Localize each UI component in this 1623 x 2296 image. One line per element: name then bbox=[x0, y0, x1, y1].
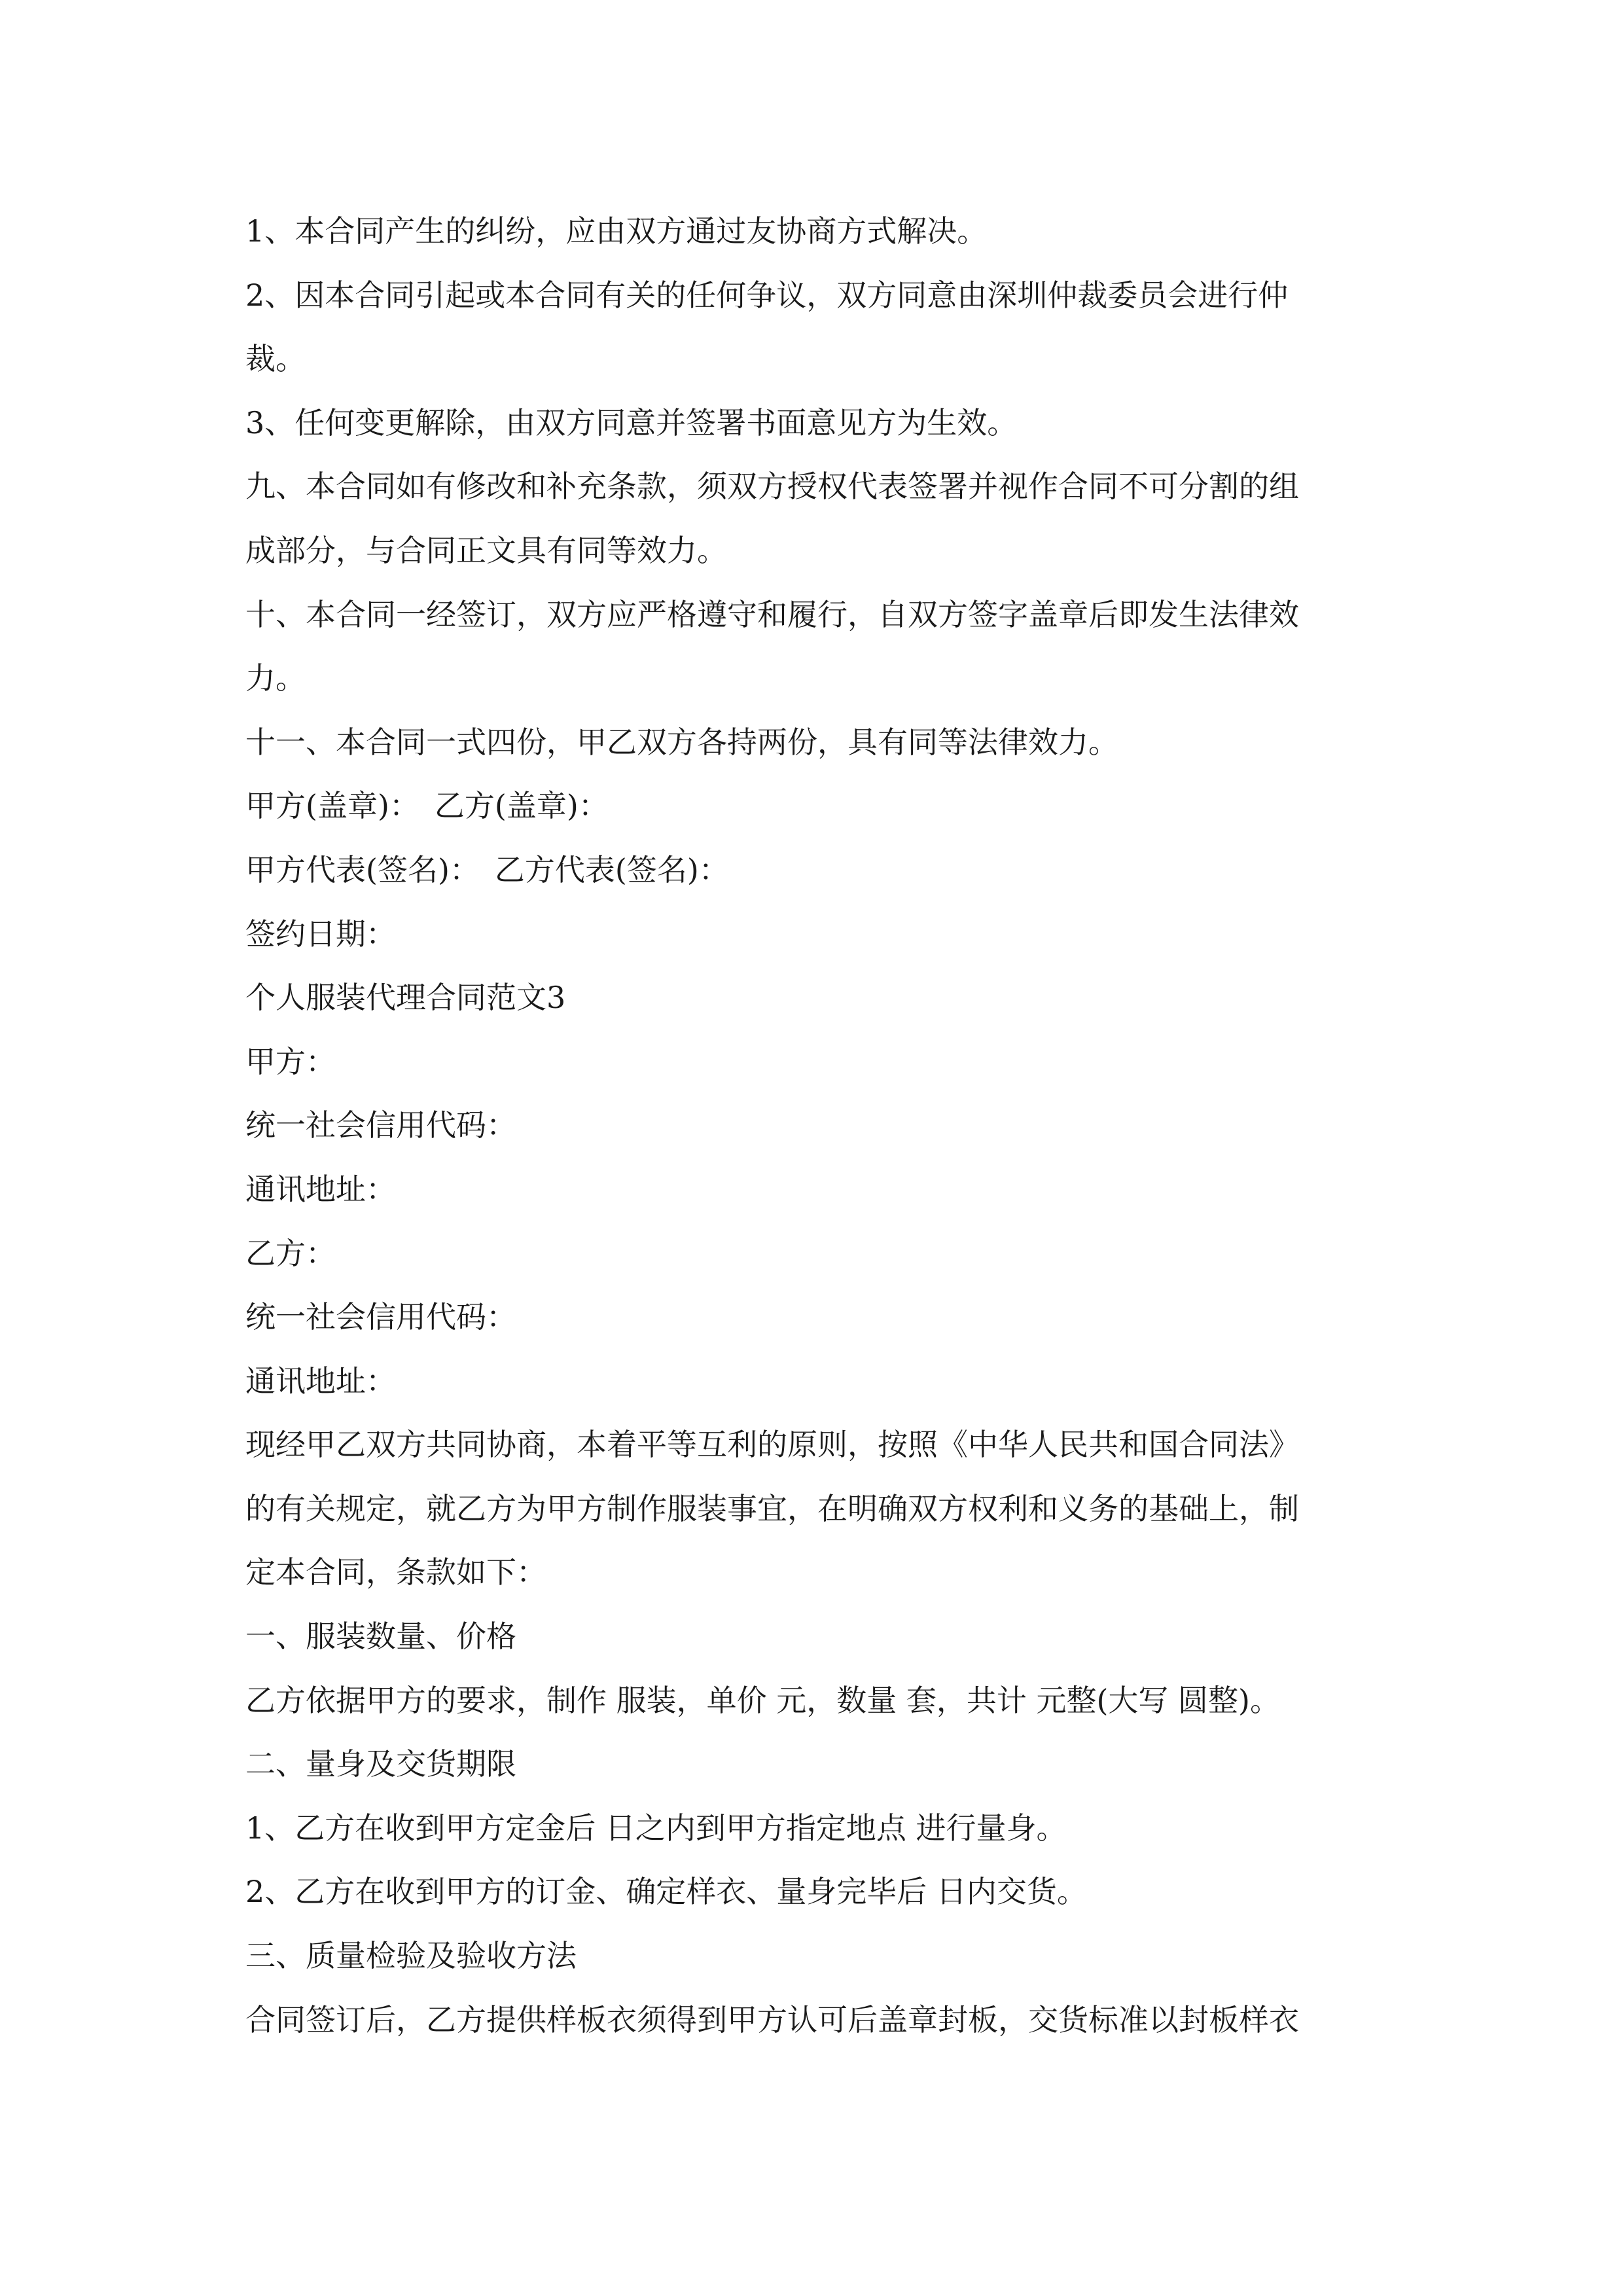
text-line: 1、本合同产生的纠纷，应由双方通过友协商方式解决。 bbox=[245, 213, 988, 249]
text-line: 十、本合同一经签订，双方应严格遵守和履行，自双方签字盖章后即发生法律效 bbox=[245, 596, 1299, 632]
party-a-credit-code: 统一社会信用代码： bbox=[245, 1107, 516, 1143]
party-b-credit-code: 统一社会信用代码： bbox=[245, 1299, 516, 1335]
party-a-address: 通讯地址： bbox=[245, 1171, 396, 1207]
text-line: 现经甲乙双方共同协商，本着平等互利的原则，按照《中华人民共和国合同法》 bbox=[245, 1427, 1299, 1463]
text-line: 合同签订后，乙方提供样板衣须得到甲方认可后盖章封板，交货标准以封板样衣 bbox=[245, 2001, 1299, 2037]
text-line: 2、乙方在收到甲方的订金、确定样衣、量身完毕后 日内交货。 bbox=[245, 1874, 1087, 1910]
signature-representative-line: 甲方代表(签名)： 乙方代表(签名)： bbox=[245, 852, 729, 888]
text-line: 定本合同，条款如下： bbox=[245, 1554, 546, 1590]
party-b-address: 通讯地址： bbox=[245, 1363, 396, 1399]
text-line: 2、因本合同引起或本合同有关的任何争议，双方同意由深圳仲裁委员会进行仲 bbox=[245, 277, 1289, 313]
document-body bbox=[245, 200, 1384, 2052]
clause-heading: 二、量身及交货期限 bbox=[245, 1746, 516, 1782]
party-a-label: 甲方： bbox=[245, 1043, 336, 1079]
section-title: 个人服装代理合同范文3 bbox=[245, 980, 566, 1016]
text-line: 的有关规定，就乙方为甲方制作服装事宜，在明确双方权利和义务的基础上，制 bbox=[245, 1490, 1299, 1526]
text-line: 九、本合同如有修改和补充条款，须双方授权代表签署并视作合同不可分割的组 bbox=[245, 469, 1299, 505]
text-line: 十一、本合同一式四份，甲乙双方各持两份，具有同等法律效力。 bbox=[245, 724, 1118, 760]
clause-heading: 三、质量检验及验收方法 bbox=[245, 1938, 577, 1974]
party-b-label: 乙方： bbox=[245, 1235, 336, 1271]
text-line: 乙方依据甲方的要求，制作 服装，单价 元，数量 套，共计 元整(大写 圆整)。 bbox=[245, 1682, 1281, 1718]
text-line: 裁。 bbox=[245, 341, 306, 377]
text-line: 成部分，与合同正文具有同等效力。 bbox=[245, 532, 727, 568]
signature-party-line: 甲方(盖章)： 乙方(盖章)： bbox=[245, 788, 609, 824]
text-line: 力。 bbox=[245, 660, 306, 696]
signing-date-line: 签约日期： bbox=[245, 916, 396, 952]
text-line: 3、任何变更解除，由双方同意并签署书面意见方为生效。 bbox=[245, 404, 1018, 440]
text-line: 1、乙方在收到甲方定金后 日之内到甲方指定地点 进行量身。 bbox=[245, 1810, 1067, 1846]
clause-heading: 一、服装数量、价格 bbox=[245, 1619, 516, 1655]
